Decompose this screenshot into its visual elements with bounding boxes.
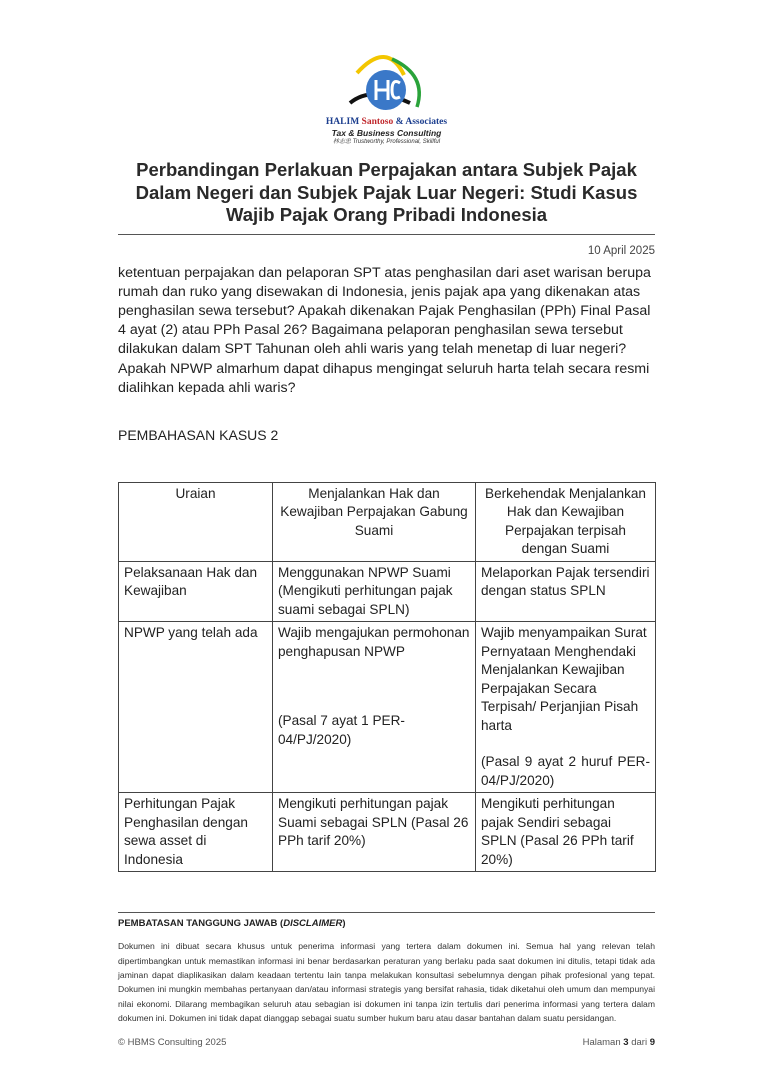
table-cell: Melaporkan Pajak tersendiri dengan status SPLN [476, 561, 656, 622]
document-page [118, 0, 655, 1069]
company-logo [319, 45, 455, 147]
table-row [119, 622, 656, 793]
cell-text: Wajib mengajukan permohonan penghapusan NPWP [278, 625, 470, 659]
footer-page-number: Halaman 3 dari 9 [582, 1037, 655, 1049]
table-header: Uraian [119, 482, 273, 561]
table-cell [476, 622, 656, 793]
table-row [119, 561, 656, 622]
body-paragraph: ketentuan perpajakan dan pelaporan SPT atas penghasilan dari aset warisan berupa rumah dan ruko yang disewakan di Indonesia, jenis pajak apa yang dikenakan atas penghasilan sewa tersebut? Apakah dikenakan Pajak Penghasilan (PPh) Final Pasal 4 ayat (2) atau PPh Pasal 26? Bagaimana pelaporan penghasilan sewa tersebut dilakukan dalam SPT Tahunan oleh ahli waris yang telah menetap di luar negeri? Apakah NPWP almarhum dapat dihapus mengingat seluruh harta telah secara resmi dialihkan kepada ahli waris? [118, 264, 651, 396]
document-title: Perbandingan Perlakuan Perpajakan antara Subjek Pajak Dalam Negeri dan Subjek Pajak Luar Negeri: Studi Kasus Wajib Pajak Orang Pribadi Indonesia [135, 159, 638, 225]
cell-note: (Pasal 9 ayat 2 huruf PER-04/PJ/2020) [481, 754, 650, 788]
disclaimer-text: Dokumen ini dibuat secara khusus untuk penerima informasi yang tertera dalam dokumen ini. Semua hal yang relevan telah dipertimbangkan untuk memastikan informasi ini benar berdasarkan peraturan yang berlaku pada saat dokumen ini ditulis, tetapi tidak ada jaminan dapat diaplikasikan dalam keadaan tertentu lain tanpa melakukan konsultasi sebelumnya dengan pihak profesional yang tepat. Dokumen ini mungkin membahas pertanyaan dan/atau informasi strategis yang bersifat rahasia, tidak diketahui oleh umum dan mempunyai nilai ekonomi. Dilarang membagikan seluruh atau sebagian isi dokumen ini tanpa izin tertulis dari penerima informasi yang tertera dalam dokumen ini. Dokumen ini tidak dapat dianggap sebagai suatu sumber hukum baru atau dasar bantahan dalam suatu persidangan. [118, 941, 655, 1023]
logo-brand: HALIM Santoso & Associates [325, 117, 448, 127]
table-cell [273, 622, 476, 793]
cell-text: Wajib menyampaikan Surat Pernyataan Menghendaki Menjalankan Kewajiban Perpajakan Secara Terpisah/ Perjanjian Pisah harta [481, 625, 647, 733]
cell-content [278, 624, 470, 749]
table-header: Menjalankan Hak dan Kewajiban Perpajakan Gabung Suami [273, 482, 476, 561]
logo-subtitle: Tax & Business Consulting [331, 128, 442, 138]
table-cell: Mengikuti perhitungan pajak Sendiri sebagai SPLN (Pasal 26 PPh tarif 20%) [476, 793, 656, 872]
table-cell: Mengikuti perhitungan pajak Suami sebagai SPLN (Pasal 26 PPh tarif 20%) [273, 793, 476, 872]
title-divider [118, 234, 655, 235]
table-cell: Perhitungan Pajak Penghasilan dengan sewa asset di Indonesia [119, 793, 273, 872]
section-heading: PEMBAHASAN KASUS 2 [118, 426, 279, 443]
disclaimer-title: PEMBATASAN TANGGUNG JAWAB (DISCLAIMER) [118, 918, 346, 930]
table-row [119, 793, 656, 872]
table-header-row [119, 482, 656, 561]
table-cell: Menggunakan NPWP Suami (Mengikuti perhitungan pajak suami sebagai SPLN) [273, 561, 476, 622]
table-cell: Pelaksanaan Hak dan Kewajiban [119, 561, 273, 622]
logo-globe-icon [332, 45, 442, 117]
document-date: 10 April 2025 [587, 244, 655, 257]
comparison-table [118, 482, 656, 873]
table-header: Berkehendak Menjalankan Hak dan Kewajiban Perpajakan terpisah dengan Suami [476, 482, 656, 561]
footer-copyright: © HBMS Consulting 2025 [118, 1037, 227, 1049]
page-footer [118, 1037, 655, 1049]
logo-tagline: 林志忠 Trustworthy, Professional, Skillful [332, 139, 441, 145]
disclaimer-divider [118, 912, 655, 913]
cell-note: (Pasal 7 ayat 1 PER-04/PJ/2020) [278, 713, 405, 747]
table-cell: NPWP yang telah ada [119, 622, 273, 793]
